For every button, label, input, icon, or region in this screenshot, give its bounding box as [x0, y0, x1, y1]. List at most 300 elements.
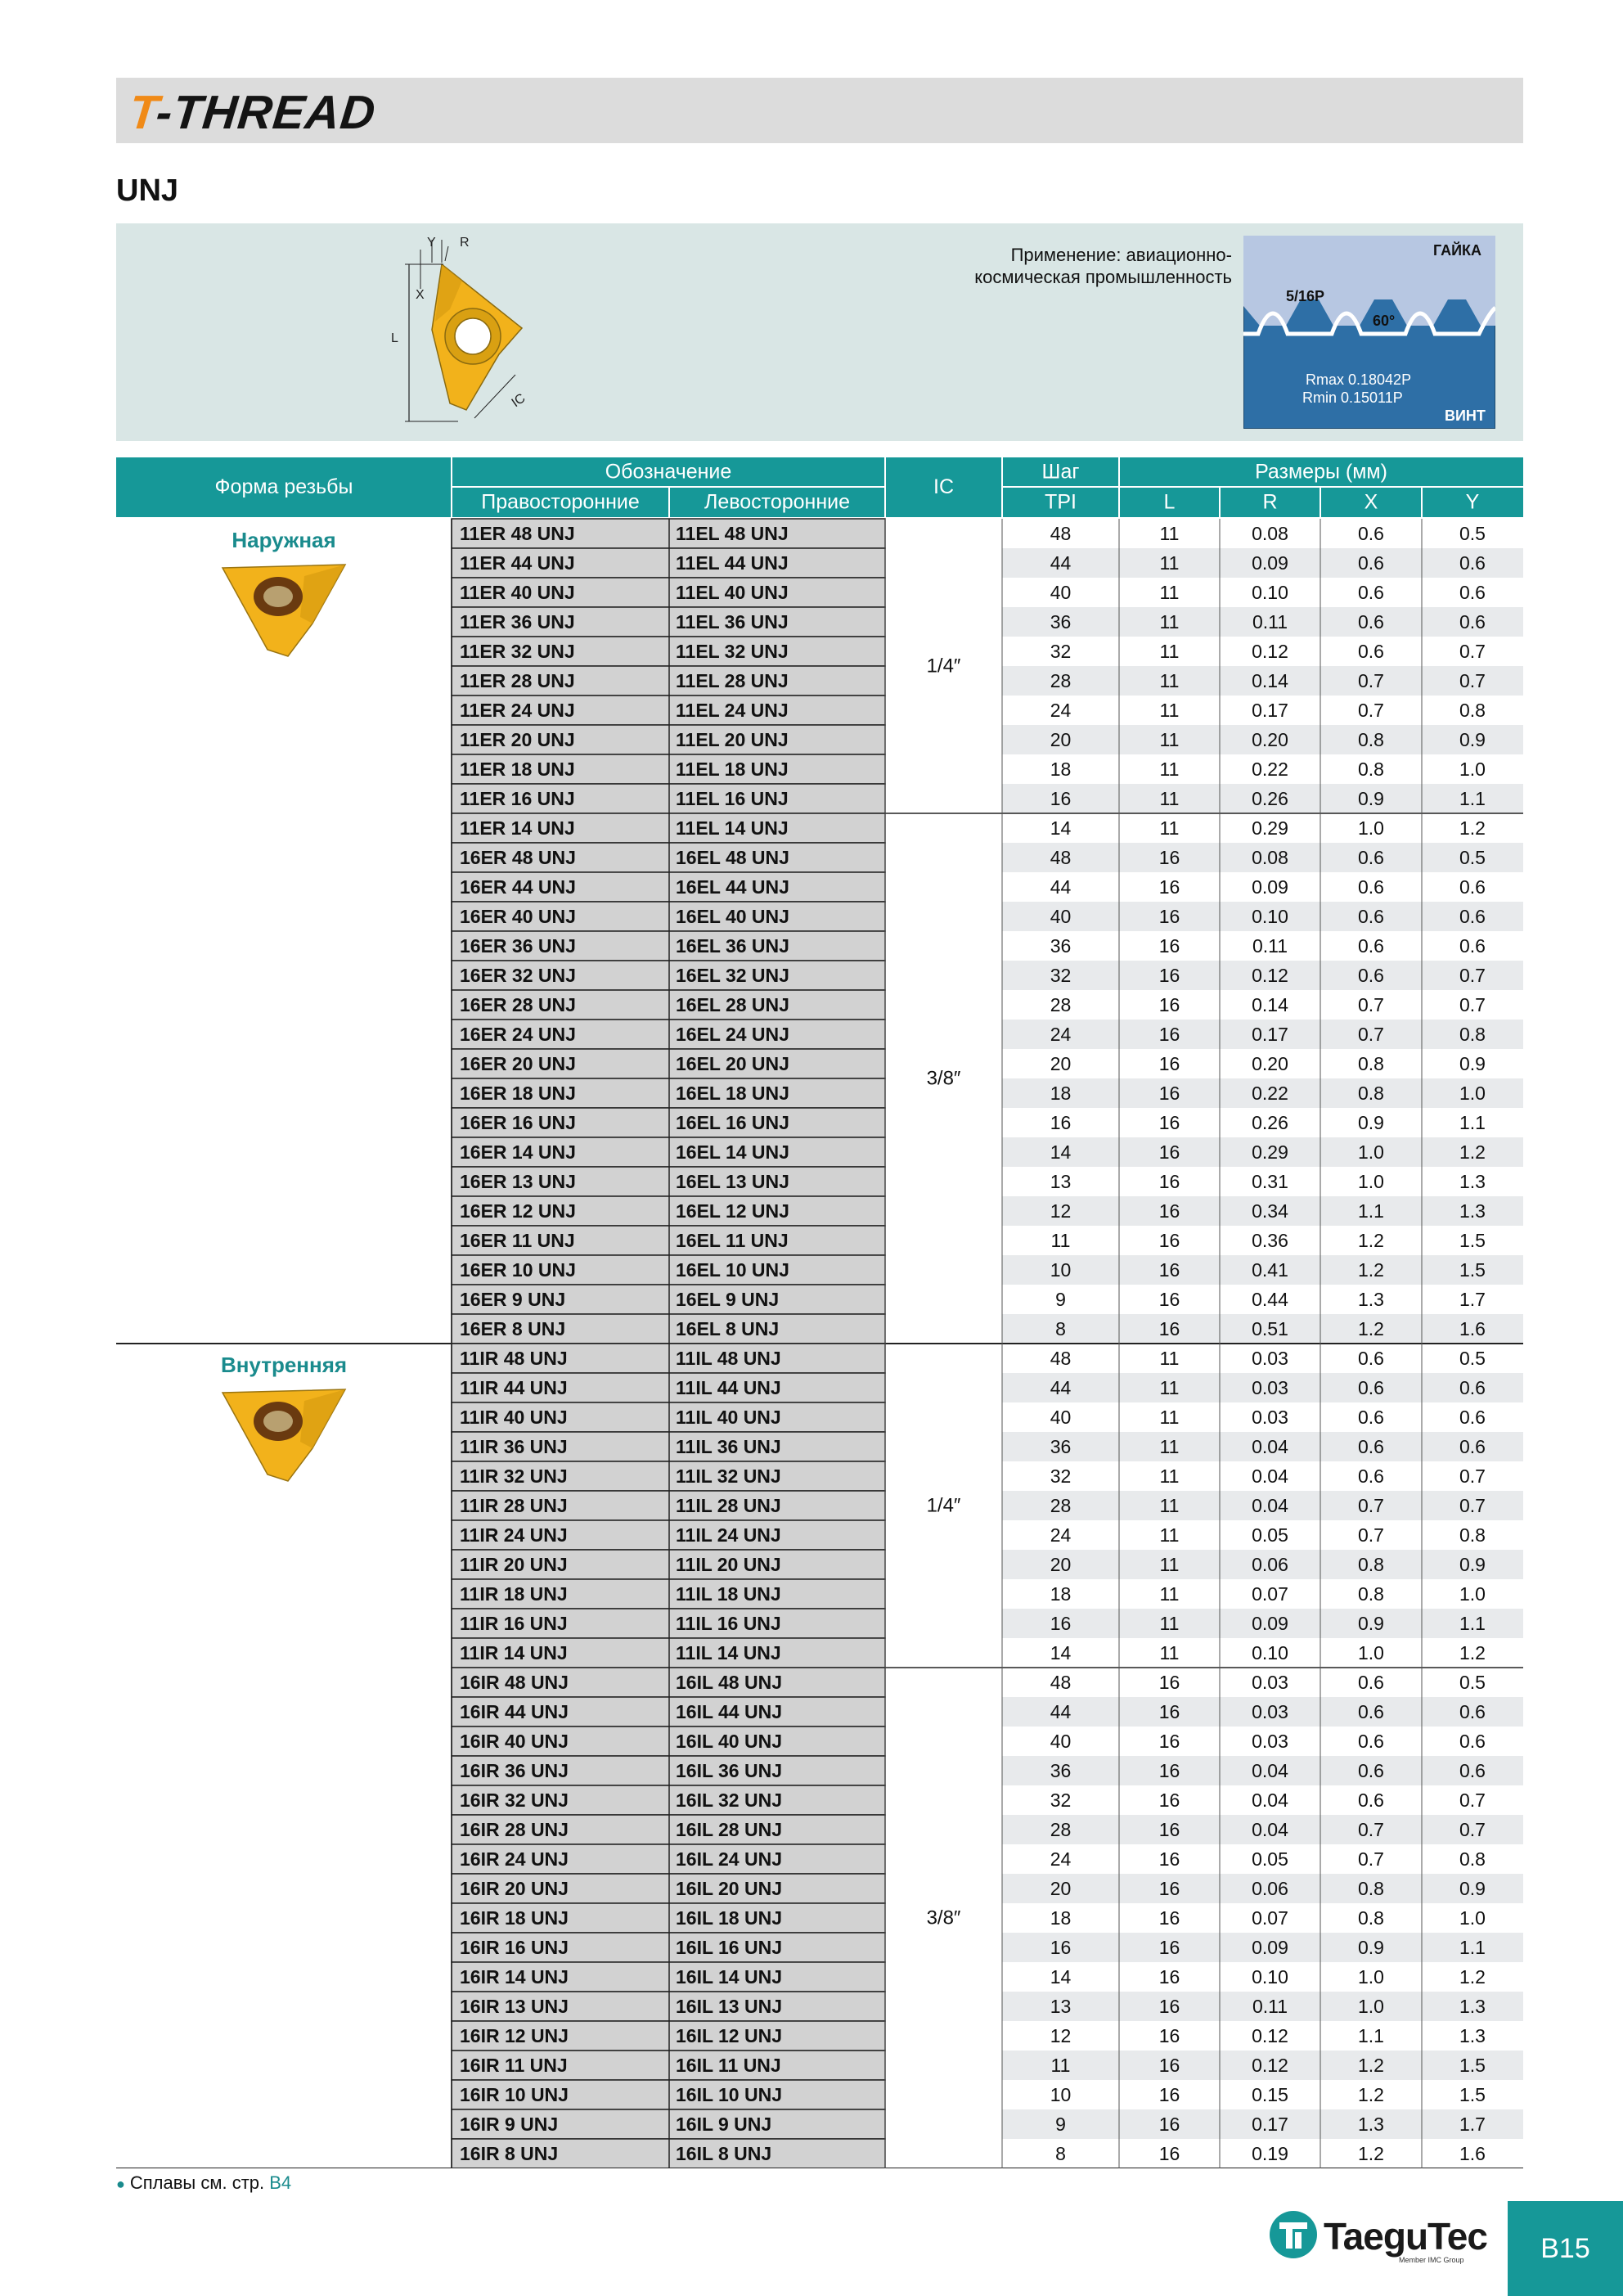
left-hand-code: 16IL 18 UNJ: [676, 1907, 782, 1929]
l-value: 16: [1158, 1760, 1180, 1781]
left-hand-code: 11IL 36 UNJ: [676, 1436, 781, 1457]
left-hand-code: 11EL 18 UNJ: [676, 759, 789, 780]
application-line-2: космическая промышленность: [974, 267, 1232, 287]
footnote-text: Сплавы см. стр.: [129, 2172, 270, 2193]
right-hand-code: 16IR 13 UNJ: [460, 1996, 569, 2017]
right-hand-code: 16IR 20 UNJ: [460, 1878, 569, 1899]
r-value: 0.36: [1252, 1230, 1288, 1251]
right-hand-code: 11ER 28 UNJ: [460, 670, 575, 691]
header-designation: Обозначение: [605, 460, 732, 484]
x-value: 1.3: [1358, 1289, 1384, 1310]
tpi-value: 14: [1050, 817, 1072, 839]
r-value: 0.20: [1252, 729, 1288, 750]
y-value: 0.7: [1459, 1790, 1486, 1811]
right-hand-code: 16ER 48 UNJ: [460, 847, 576, 868]
left-hand-code: 11EL 14 UNJ: [676, 817, 789, 839]
x-value: 0.8: [1358, 1583, 1384, 1605]
right-hand-code: 16ER 11 UNJ: [460, 1230, 575, 1251]
tpi-value: 20: [1050, 1554, 1072, 1575]
tpi-value: 44: [1050, 1377, 1072, 1398]
l-value: 16: [1158, 1171, 1180, 1192]
l-value: 16: [1158, 1878, 1180, 1899]
x-value: 0.7: [1358, 994, 1384, 1015]
right-hand-code: 16IR 18 UNJ: [460, 1907, 569, 1929]
x-value: 0.9: [1358, 1937, 1384, 1958]
footnote: [116, 2172, 291, 2194]
right-hand-code: 11IR 18 UNJ: [460, 1583, 568, 1605]
tpi-value: 18: [1050, 1583, 1072, 1605]
y-value: 0.7: [1459, 641, 1486, 662]
x-value: 0.6: [1358, 1701, 1384, 1722]
r-value: 0.05: [1252, 1524, 1288, 1546]
r-value: 0.04: [1252, 1436, 1288, 1457]
left-hand-code: 16IL 48 UNJ: [676, 1672, 782, 1693]
right-hand-code: 16ER 14 UNJ: [460, 1141, 576, 1163]
x-value: 1.0: [1358, 1996, 1384, 2017]
tpi-value: 36: [1050, 935, 1072, 957]
y-value: 1.1: [1459, 1112, 1486, 1133]
l-value: 16: [1158, 1230, 1180, 1251]
x-value: 1.0: [1358, 1171, 1384, 1192]
y-value: 1.1: [1459, 1937, 1486, 1958]
right-hand-code: 16ER 24 UNJ: [460, 1024, 576, 1045]
r-value: 0.22: [1252, 759, 1288, 780]
l-value: 11: [1159, 670, 1180, 691]
l-value: 11: [1159, 1495, 1180, 1516]
left-hand-code: 11IL 32 UNJ: [676, 1465, 781, 1487]
x-value: 0.6: [1358, 1731, 1384, 1752]
y-value: 1.3: [1459, 1996, 1486, 2017]
y-value: 0.6: [1459, 611, 1486, 633]
x-value: 0.6: [1358, 876, 1384, 898]
l-value: 16: [1158, 965, 1180, 986]
l-value: 16: [1158, 2114, 1180, 2135]
left-hand-code: 16EL 44 UNJ: [676, 876, 789, 898]
tpi-value: 18: [1050, 1907, 1072, 1929]
x-value: 0.6: [1358, 552, 1384, 574]
left-hand-code: 11EL 44 UNJ: [676, 552, 789, 574]
left-hand-code: 16EL 13 UNJ: [676, 1171, 789, 1192]
left-hand-code: 16IL 36 UNJ: [676, 1760, 782, 1781]
left-hand-code: 11EL 20 UNJ: [676, 729, 789, 750]
x-value: 0.7: [1358, 1024, 1384, 1045]
y-value: 0.9: [1459, 1878, 1486, 1899]
x-value: 0.7: [1358, 670, 1384, 691]
left-hand-code: 16IL 13 UNJ: [676, 1996, 782, 2017]
tpi-value: 24: [1050, 1524, 1072, 1546]
right-hand-code: 16ER 10 UNJ: [460, 1259, 576, 1281]
r-value: 0.12: [1252, 2055, 1288, 2076]
right-hand-code: 11IR 28 UNJ: [460, 1495, 568, 1516]
y-value: 0.8: [1459, 1848, 1486, 1870]
x-value: 0.8: [1358, 729, 1384, 750]
l-value: 11: [1159, 523, 1180, 544]
l-value: 11: [1159, 1348, 1180, 1369]
l-value: 11: [1159, 1583, 1180, 1605]
tpi-value: 18: [1050, 759, 1072, 780]
tpi-value: 9: [1055, 2114, 1066, 2135]
tpi-value: 20: [1050, 1878, 1072, 1899]
left-hand-code: 16EL 28 UNJ: [676, 994, 789, 1015]
l-value: 16: [1158, 1937, 1180, 1958]
left-hand-code: 11IL 24 UNJ: [676, 1524, 781, 1546]
profile-screw-label: ВИНТ: [1445, 407, 1486, 424]
r-value: 0.06: [1252, 1554, 1288, 1575]
right-hand-code: 16ER 16 UNJ: [460, 1112, 576, 1133]
l-value: 16: [1158, 2084, 1180, 2105]
y-value: 0.5: [1459, 847, 1486, 868]
x-value: 1.0: [1358, 1642, 1384, 1663]
profile-rmax-label: Rmax 0.18042P: [1306, 371, 1412, 388]
left-hand-code: 16IL 8 UNJ: [676, 2143, 772, 2164]
x-value: 0.8: [1358, 1907, 1384, 1929]
tpi-value: 18: [1050, 1083, 1072, 1104]
tpi-value: 32: [1050, 965, 1072, 986]
x-value: 0.6: [1358, 1760, 1384, 1781]
y-value: 0.6: [1459, 1407, 1486, 1428]
l-value: 11: [1159, 788, 1180, 809]
right-hand-code: 16ER 8 UNJ: [460, 1318, 566, 1339]
page-number: B15: [1508, 2201, 1623, 2296]
left-hand-code: 11EL 32 UNJ: [676, 641, 789, 662]
x-value: 1.2: [1358, 1259, 1384, 1281]
x-value: 0.6: [1358, 1407, 1384, 1428]
l-value: 16: [1158, 2025, 1180, 2046]
tpi-value: 9: [1055, 1289, 1066, 1310]
r-value: 0.03: [1252, 1348, 1288, 1369]
tpi-value: 12: [1050, 1200, 1072, 1222]
left-hand-code: 11EL 36 UNJ: [676, 611, 789, 633]
right-hand-code: 16ER 18 UNJ: [460, 1083, 576, 1104]
left-hand-code: 16EL 11 UNJ: [676, 1230, 789, 1251]
tpi-value: 13: [1050, 1996, 1072, 2017]
tpi-value: 44: [1050, 552, 1072, 574]
r-value: 0.08: [1252, 523, 1288, 544]
t-thread-logo: T-THREAD: [126, 86, 379, 139]
diagram-label-r: R: [460, 236, 470, 250]
right-hand-code: 11ER 20 UNJ: [460, 729, 575, 750]
left-hand-code: 16IL 16 UNJ: [676, 1937, 782, 1958]
diagram-label-y: Y: [427, 236, 436, 250]
diagram-label-x: X: [416, 288, 425, 302]
l-value: 16: [1158, 1318, 1180, 1339]
brand-name: TaeguTec: [1324, 2215, 1487, 2258]
right-hand-code: 16IR 12 UNJ: [460, 2025, 569, 2046]
r-value: 0.10: [1252, 1966, 1288, 1988]
r-value: 0.08: [1252, 847, 1288, 868]
diagram-label-ic: IC: [509, 391, 528, 411]
r-value: 0.05: [1252, 1848, 1288, 1870]
y-value: 0.7: [1459, 994, 1486, 1015]
l-value: 11: [1159, 759, 1180, 780]
y-value: 0.6: [1459, 1760, 1486, 1781]
y-value: 0.9: [1459, 729, 1486, 750]
l-value: 11: [1159, 1613, 1180, 1634]
right-hand-code: 11ER 18 UNJ: [460, 759, 575, 780]
right-hand-code: 16ER 44 UNJ: [460, 876, 576, 898]
y-value: 0.9: [1459, 1554, 1486, 1575]
y-value: 0.6: [1459, 1701, 1486, 1722]
r-value: 0.15: [1252, 2084, 1288, 2105]
l-value: 16: [1158, 876, 1180, 898]
r-value: 0.03: [1252, 1407, 1288, 1428]
l-value: 11: [1159, 1642, 1180, 1663]
r-value: 0.04: [1252, 1819, 1288, 1840]
profile-angle-label: 60°: [1373, 313, 1396, 329]
left-hand-code: 16EL 36 UNJ: [676, 935, 789, 957]
y-value: 0.7: [1459, 1819, 1486, 1840]
y-value: 0.7: [1459, 1465, 1486, 1487]
left-hand-code: 16EL 48 UNJ: [676, 847, 789, 868]
x-value: 0.8: [1358, 1554, 1384, 1575]
tpi-value: 20: [1050, 1053, 1072, 1074]
y-value: 0.8: [1459, 1024, 1486, 1045]
tpi-value: 14: [1050, 1966, 1072, 1988]
r-value: 0.14: [1252, 670, 1288, 691]
y-value: 1.3: [1459, 1200, 1486, 1222]
right-hand-code: 11ER 14 UNJ: [460, 817, 575, 839]
tpi-value: 36: [1050, 1760, 1072, 1781]
tpi-value: 10: [1050, 2084, 1072, 2105]
r-value: 0.09: [1252, 876, 1288, 898]
l-value: 16: [1158, 994, 1180, 1015]
right-hand-code: 16IR 28 UNJ: [460, 1819, 569, 1840]
y-value: 0.6: [1459, 1731, 1486, 1752]
right-hand-code: 11IR 44 UNJ: [460, 1377, 568, 1398]
r-value: 0.14: [1252, 994, 1288, 1015]
left-hand-code: 11EL 48 UNJ: [676, 523, 789, 544]
r-value: 0.03: [1252, 1672, 1288, 1693]
r-value: 0.03: [1252, 1701, 1288, 1722]
right-hand-code: 11IR 32 UNJ: [460, 1465, 568, 1487]
r-value: 0.11: [1252, 611, 1288, 633]
profile-rmin-label: Rmin 0.15011P: [1302, 389, 1403, 406]
l-value: 16: [1158, 1053, 1180, 1074]
right-hand-code: 16ER 12 UNJ: [460, 1200, 576, 1222]
y-value: 1.0: [1459, 1583, 1486, 1605]
header-x: X: [1364, 490, 1378, 514]
x-value: 1.1: [1358, 2025, 1384, 2046]
right-hand-code: 11IR 16 UNJ: [460, 1613, 568, 1634]
header-left-hand: Левосторонние: [704, 490, 851, 514]
profile-pitch-label: 5/16P: [1286, 288, 1325, 304]
left-hand-code: 11EL 40 UNJ: [676, 582, 789, 603]
left-hand-code: 16IL 12 UNJ: [676, 2025, 782, 2046]
y-value: 1.7: [1459, 1289, 1486, 1310]
r-value: 0.10: [1252, 906, 1288, 927]
tpi-value: 14: [1050, 1642, 1072, 1663]
y-value: 1.2: [1459, 1966, 1486, 1988]
y-value: 0.5: [1459, 1348, 1486, 1369]
l-value: 11: [1159, 729, 1180, 750]
tpi-value: 8: [1055, 1318, 1066, 1339]
y-value: 0.7: [1459, 1495, 1486, 1516]
right-hand-code: 11ER 32 UNJ: [460, 641, 575, 662]
right-hand-code: 16IR 32 UNJ: [460, 1790, 569, 1811]
y-value: 0.7: [1459, 965, 1486, 986]
r-value: 0.09: [1252, 1937, 1288, 1958]
l-value: 11: [1159, 1524, 1180, 1546]
header-tpi: TPI: [1045, 490, 1077, 514]
y-value: 0.6: [1459, 552, 1486, 574]
y-value: 0.7: [1459, 670, 1486, 691]
y-value: 0.6: [1459, 1377, 1486, 1398]
x-value: 0.8: [1358, 759, 1384, 780]
r-value: 0.34: [1252, 1200, 1288, 1222]
l-value: 11: [1159, 1554, 1180, 1575]
right-hand-code: 11ER 40 UNJ: [460, 582, 575, 603]
x-value: 0.6: [1358, 1790, 1384, 1811]
y-value: 1.3: [1459, 1171, 1486, 1192]
right-hand-code: 16ER 20 UNJ: [460, 1053, 576, 1074]
x-value: 1.0: [1358, 817, 1384, 839]
x-value: 0.6: [1358, 611, 1384, 633]
l-value: 11: [1159, 817, 1180, 839]
footnote-page-link[interactable]: B4: [269, 2172, 292, 2193]
right-hand-code: 16IR 8 UNJ: [460, 2143, 559, 2164]
x-value: 1.3: [1358, 2114, 1384, 2135]
y-value: 0.6: [1459, 1436, 1486, 1457]
header-y: Y: [1465, 490, 1480, 514]
x-value: 1.0: [1358, 1966, 1384, 1988]
left-hand-code: 16IL 9 UNJ: [676, 2114, 772, 2135]
tpi-value: 36: [1050, 1436, 1072, 1457]
tpi-value: 32: [1050, 1465, 1072, 1487]
left-hand-code: 11IL 14 UNJ: [676, 1642, 781, 1663]
r-value: 0.44: [1252, 1289, 1288, 1310]
tpi-value: 28: [1050, 994, 1072, 1015]
x-value: 1.0: [1358, 1141, 1384, 1163]
external-insert-icon: [223, 565, 345, 656]
l-value: 11: [1159, 582, 1180, 603]
x-value: 0.6: [1358, 1348, 1384, 1369]
r-value: 0.07: [1252, 1583, 1288, 1605]
right-hand-code: 16IR 16 UNJ: [460, 1937, 569, 1958]
header-pitch: Шаг: [1041, 460, 1080, 484]
r-value: 0.12: [1252, 2025, 1288, 2046]
tpi-value: 20: [1050, 729, 1072, 750]
right-hand-code: 16IR 44 UNJ: [460, 1701, 569, 1722]
r-value: 0.12: [1252, 641, 1288, 662]
y-value: 1.7: [1459, 2114, 1486, 2135]
y-value: 1.5: [1459, 1230, 1486, 1251]
tpi-value: 40: [1050, 582, 1072, 603]
r-value: 0.04: [1252, 1465, 1288, 1487]
x-value: 0.6: [1358, 582, 1384, 603]
r-value: 0.07: [1252, 1907, 1288, 1929]
tpi-value: 32: [1050, 641, 1072, 662]
y-value: 1.2: [1459, 1642, 1486, 1663]
r-value: 0.06: [1252, 1878, 1288, 1899]
x-value: 0.6: [1358, 1465, 1384, 1487]
y-value: 1.5: [1459, 2084, 1486, 2105]
l-value: 11: [1159, 700, 1180, 721]
y-value: 1.0: [1459, 759, 1486, 780]
l-value: 11: [1159, 1465, 1180, 1487]
x-value: 0.6: [1358, 935, 1384, 957]
section-title: UNJ: [116, 173, 179, 208]
left-hand-code: 11EL 24 UNJ: [676, 700, 789, 721]
left-hand-code: 16EL 24 UNJ: [676, 1024, 789, 1045]
left-hand-code: 11IL 20 UNJ: [676, 1554, 781, 1575]
left-hand-code: 11EL 16 UNJ: [676, 788, 789, 809]
left-hand-code: 16EL 8 UNJ: [676, 1318, 780, 1339]
right-hand-code: 11ER 36 UNJ: [460, 611, 575, 633]
left-hand-code: 16EL 40 UNJ: [676, 906, 789, 927]
y-value: 0.6: [1459, 876, 1486, 898]
tpi-value: 11: [1050, 2055, 1071, 2076]
y-value: 0.6: [1459, 906, 1486, 927]
x-value: 0.7: [1358, 1848, 1384, 1870]
l-value: 16: [1158, 1259, 1180, 1281]
right-hand-code: 16ER 40 UNJ: [460, 906, 576, 927]
right-hand-code: 16IR 40 UNJ: [460, 1731, 569, 1752]
y-value: 0.6: [1459, 935, 1486, 957]
tpi-value: 28: [1050, 1495, 1072, 1516]
l-value: 16: [1158, 1907, 1180, 1929]
left-hand-code: 16EL 20 UNJ: [676, 1053, 789, 1074]
r-value: 0.10: [1252, 1642, 1288, 1663]
l-value: 16: [1158, 1966, 1180, 1988]
right-hand-code: 16ER 9 UNJ: [460, 1289, 566, 1310]
profile-nut-label: ГАЙКА: [1433, 242, 1481, 259]
r-value: 0.09: [1252, 552, 1288, 574]
header-l: L: [1163, 490, 1176, 514]
r-value: 0.11: [1252, 935, 1288, 957]
r-value: 0.20: [1252, 1053, 1288, 1074]
bullet-icon: ●: [116, 2176, 125, 2192]
left-hand-code: 16EL 16 UNJ: [676, 1112, 789, 1133]
right-hand-code: 11ER 16 UNJ: [460, 788, 575, 809]
tpi-value: 48: [1050, 1672, 1072, 1693]
left-hand-code: 16EL 12 UNJ: [676, 1200, 789, 1222]
l-value: 11: [1159, 611, 1180, 633]
x-value: 1.1: [1358, 1200, 1384, 1222]
right-hand-code: 11ER 44 UNJ: [460, 552, 575, 574]
x-value: 0.8: [1358, 1083, 1384, 1104]
l-value: 16: [1158, 847, 1180, 868]
x-value: 0.6: [1358, 1672, 1384, 1693]
x-value: 0.6: [1358, 906, 1384, 927]
left-hand-code: 16IL 28 UNJ: [676, 1819, 782, 1840]
l-value: 16: [1158, 1024, 1180, 1045]
tpi-value: 28: [1050, 670, 1072, 691]
r-value: 0.04: [1252, 1790, 1288, 1811]
right-hand-code: 16IR 36 UNJ: [460, 1760, 569, 1781]
right-hand-code: 16ER 32 UNJ: [460, 965, 576, 986]
y-value: 1.0: [1459, 1907, 1486, 1929]
r-value: 0.12: [1252, 965, 1288, 986]
right-hand-code: 16IR 24 UNJ: [460, 1848, 569, 1870]
r-value: 0.22: [1252, 1083, 1288, 1104]
x-value: 0.6: [1358, 1377, 1384, 1398]
r-value: 0.29: [1252, 1141, 1288, 1163]
l-value: 16: [1158, 1112, 1180, 1133]
ic-size: 1/4″: [926, 1494, 961, 1517]
left-hand-code: 16IL 14 UNJ: [676, 1966, 782, 1988]
right-hand-code: 16ER 13 UNJ: [460, 1171, 576, 1192]
l-value: 16: [1158, 1819, 1180, 1840]
r-value: 0.31: [1252, 1171, 1288, 1192]
x-value: 1.2: [1358, 2084, 1384, 2105]
r-value: 0.19: [1252, 2143, 1288, 2164]
tpi-value: 8: [1055, 2143, 1066, 2164]
y-value: 1.0: [1459, 1083, 1486, 1104]
r-value: 0.10: [1252, 582, 1288, 603]
y-value: 1.5: [1459, 2055, 1486, 2076]
tpi-value: 44: [1050, 876, 1072, 898]
y-value: 1.6: [1459, 1318, 1486, 1339]
